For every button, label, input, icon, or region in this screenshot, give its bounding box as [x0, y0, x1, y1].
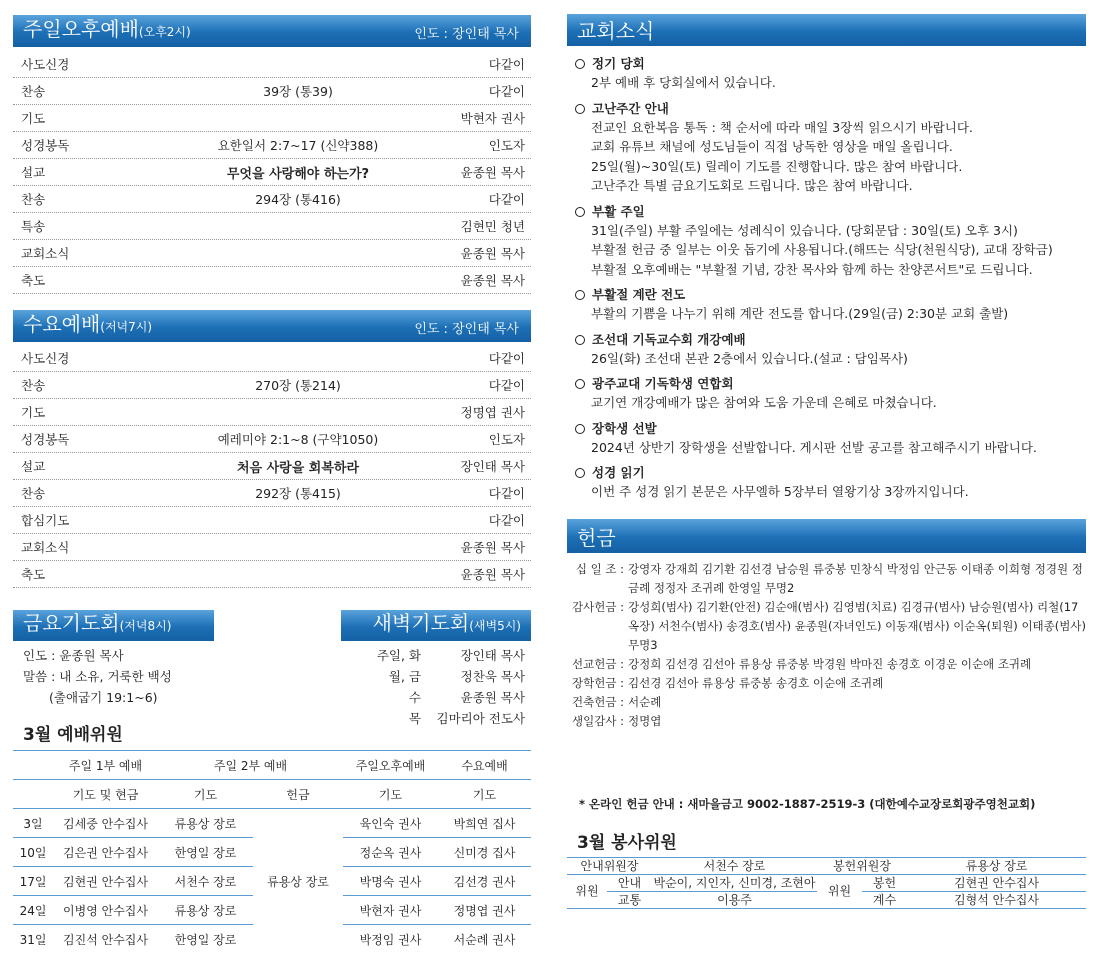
table-cell: 24일: [19, 903, 47, 918]
header-blank: [13, 780, 53, 809]
committee-label: 위원: [575, 884, 599, 898]
order-item: 특송: [21, 219, 46, 234]
offering-row: [567, 674, 1086, 693]
dawn-days: 주일, 화: [376, 648, 421, 663]
order-row: [13, 132, 531, 159]
section-title: 주일오후예배: [23, 17, 139, 41]
news-heading-text: 고난주간 안내: [592, 100, 669, 116]
table-cell: 10일: [19, 845, 47, 860]
order-content: 예레미야 2:1~8 (구약1050): [217, 432, 379, 447]
header-cell: 수요예배: [461, 758, 508, 773]
dawn-row: [369, 645, 525, 666]
news-heading-text: 정기 당회: [592, 56, 645, 71]
subheader-cell: 기도 및 현금: [72, 787, 139, 802]
order-item: 교회소식: [21, 540, 70, 555]
order-content: 270장 (통214): [255, 378, 341, 393]
news-heading: [567, 54, 1086, 73]
service-names: 박순이, 지인자, 신미경, 조현아: [653, 875, 816, 890]
news-item: [567, 285, 1086, 324]
order-content: 요한일서 2:7~17 (신약388): [217, 138, 379, 153]
friday-info: [23, 645, 172, 708]
news-line: 이번 주 성경 읽기 본문은 사무엘하 5장부터 열왕기상 3장까지입니다.: [591, 484, 969, 499]
news-line: 교회 유튜브 채널에 성도님들이 직접 낭독한 영상을 매일 올립니다.: [591, 139, 953, 154]
table-header-row: [13, 751, 531, 780]
table-cell: 서천수 장로: [174, 874, 237, 889]
news-header: [567, 14, 1086, 46]
news-line: 교기연 개강예배가 많은 참여와 도움 가운데 은혜로 마쳤습니다.: [591, 395, 937, 410]
service-staff-table: [567, 857, 1086, 909]
news-item: [567, 419, 1086, 458]
order-item: 사도신경: [21, 351, 70, 366]
prayer-meetings: [13, 596, 531, 726]
table-cell: 신미경 집사: [453, 845, 516, 860]
order-item: 교회소식: [21, 246, 70, 261]
dawn-days: 수: [408, 690, 421, 705]
wednesday-order: [13, 345, 531, 588]
section-time: (새벽5시): [469, 619, 521, 633]
subheader-cell: 기도: [472, 787, 497, 802]
offering-names: 정명엽: [628, 713, 662, 728]
order-item: 기도: [21, 111, 46, 126]
table-cell: 한영일 장로: [174, 845, 237, 860]
table-cell: 박현자 권사: [359, 903, 422, 918]
order-row: [13, 426, 531, 453]
offering-row: [567, 693, 1086, 712]
offering-type: 건축헌금 :: [572, 694, 624, 709]
leader: 인도 : 장인태 목사: [414, 27, 519, 42]
wednesday-header: [13, 310, 531, 342]
order-person: 다같이: [488, 351, 525, 366]
news-heading: [567, 202, 1086, 221]
table-cell: 31일: [19, 932, 47, 947]
order-row: [13, 453, 531, 480]
circle-bullet-icon: [575, 335, 585, 345]
table-row: [13, 809, 531, 838]
order-person: 다같이: [488, 192, 525, 207]
table-cell: 이병영 안수집사: [63, 903, 148, 918]
order-row: [13, 186, 531, 213]
order-person: 박현자 권사: [460, 111, 525, 126]
table-cell: 박명숙 권사: [359, 874, 422, 889]
dawn-leader: 김마리아 전도사: [436, 711, 525, 726]
table-cell: 육인숙 권사: [359, 816, 422, 831]
subheader-cell: 헌금: [286, 787, 310, 802]
news-heading-text: 성경 읽기: [592, 465, 645, 480]
worship-staff-title: 3월 예배위원: [23, 725, 123, 745]
news-heading-text: 부활 주일: [592, 203, 645, 219]
order-person: 인도자: [488, 432, 525, 447]
news-heading: [567, 419, 1086, 438]
news-item: [567, 202, 1086, 280]
order-row: [13, 534, 531, 561]
order-person: 인도자: [488, 138, 525, 153]
order-item: 찬송: [21, 192, 46, 207]
offering-row: [567, 655, 1086, 674]
order-content: 처음 사랑을 회복하라: [236, 460, 360, 476]
offering-row: [567, 598, 1086, 655]
order-item: 합심기도: [21, 513, 70, 528]
news-heading-text: 조선대 기독교수회 개강예배: [592, 331, 746, 347]
service-role: 계수: [872, 892, 897, 907]
section-title: 수요예배: [23, 312, 101, 336]
order-row: [13, 480, 531, 507]
service-role: 교통: [617, 892, 642, 907]
order-content: 294장 (통416): [255, 192, 341, 207]
table-cell: 3일: [23, 816, 43, 831]
offering-names: 서순례: [628, 694, 662, 709]
order-row: [13, 105, 531, 132]
order-person: 다같이: [488, 84, 525, 99]
table-cell: 박정임 권사: [359, 932, 422, 947]
table-cell: 김진석 안수집사: [63, 932, 148, 947]
section-time: (저녁7시): [100, 320, 153, 334]
news-list: [567, 54, 1086, 502]
service-staff-title: 3월 봉사위원: [577, 832, 677, 853]
news-line: 26일(화) 조선대 본관 2층에서 있습니다.(설교 : 담임목사): [591, 350, 908, 366]
service-role: 안내: [617, 875, 642, 890]
header-cell: 주일 1부 예배: [68, 758, 143, 773]
right-column: [567, 0, 1086, 909]
service-names: 김현권 안수집사: [954, 875, 1039, 890]
order-row: [13, 159, 531, 186]
news-heading: [567, 285, 1086, 304]
header-cell: 주일 2부 예배: [213, 758, 288, 773]
sunday-pm-order: [13, 51, 531, 294]
news-line: 31일(주일) 부활 주일에는 성례식이 있습니다. (당회문답 : 30일(토) 오후 3시): [591, 222, 1018, 238]
order-item: 찬송: [21, 84, 46, 99]
circle-bullet-icon: [575, 104, 585, 114]
section-title: 새벽기도회: [372, 611, 470, 635]
offering-type: 생일감사 :: [572, 713, 624, 728]
order-content: 292장 (통415): [255, 486, 341, 501]
leader: 인도 : 장인태 목사: [414, 322, 519, 337]
dawn-days: 월, 금: [388, 669, 421, 684]
order-person: 정명엽 권사: [460, 405, 525, 420]
news-line: 전교인 요한복음 통독 : 책 순서에 따라 매일 3장씩 읽으시기 바랍니다.: [591, 119, 973, 135]
subheader-cell: 기도: [378, 787, 403, 802]
offering-names: 김선경 김선아 류용상 류중봉 송경호 이순애 조귀례: [628, 675, 884, 690]
dawn-days: 목: [408, 711, 421, 726]
offering-type: 장학헌금 :: [572, 675, 624, 690]
table-cell: 류용상 장로: [174, 903, 237, 918]
circle-bullet-icon: [575, 207, 585, 217]
dawn-leader: 장인태 목사: [460, 648, 525, 663]
news-item: [567, 463, 1086, 502]
order-person: 윤종원 목사: [460, 540, 525, 555]
section-title: 금요기도회: [23, 611, 120, 635]
dawn-row: [369, 708, 525, 729]
table-cell: 김은권 안수집사: [63, 845, 148, 860]
order-item: 설교: [21, 459, 46, 474]
news-line: 2부 예배 후 당회실에서 있습니다.: [591, 75, 776, 90]
header-cell: 주일오후예배: [355, 758, 426, 773]
section-title: 헌금: [577, 525, 616, 550]
order-row: [13, 267, 531, 294]
news-heading-text: 광주교대 기독학생 연합회: [592, 376, 734, 391]
service-names: 이용주: [717, 892, 752, 907]
news-item: [567, 330, 1086, 369]
table-cell: 정명엽 권사: [453, 903, 516, 918]
service-head-cell: 안내위원장: [580, 858, 639, 873]
dawn-row: [369, 687, 525, 708]
sunday-pm-header: [13, 15, 531, 47]
order-person: 다같이: [488, 486, 525, 501]
order-person: 다같이: [488, 513, 525, 528]
offering-type: 감사헌금 :: [572, 599, 624, 614]
news-line: 25일(월)~30일(토) 릴레이 기도를 진행합니다. 많은 참여 바랍니다.: [591, 158, 963, 174]
table-subheader-row: [13, 780, 531, 809]
news-line: 고난주간 특별 금요기도회로 드립니다. 많은 참여 바랍니다.: [591, 178, 913, 193]
order-row: [13, 399, 531, 426]
news-heading: [567, 330, 1086, 349]
circle-bullet-icon: [575, 290, 585, 300]
friday-word: 말씀 : 내 소유, 거룩한 백성: [23, 669, 172, 684]
left-column: [13, 0, 531, 954]
order-row: [13, 345, 531, 372]
offering-type: 선교헌금 :: [572, 656, 624, 671]
service-names: 김형석 안수집사: [954, 892, 1039, 907]
offering-staff-cell: 류용상 장로: [267, 874, 329, 889]
table-cell: 류용상 장로: [174, 816, 237, 831]
order-person: 윤종원 목사: [460, 165, 525, 180]
offering-row: [567, 712, 1086, 731]
order-row: [13, 51, 531, 78]
news-item: [567, 99, 1086, 196]
offering-header: [567, 519, 1086, 553]
circle-bullet-icon: [575, 379, 585, 389]
order-person: 다같이: [488, 378, 525, 393]
subheader-cell: 기도: [193, 787, 218, 802]
header-blank: [13, 751, 53, 780]
offering-names: 강성희(범사) 김기환(안전) 김순애(범사) 김영범(치료) 김경규(범사) 남승원(범사) 리철(17옥장) 서천수(범사) 송경호(범사) 윤종원(자녀인도) 이동재(범사) 이순옥(퇴원) 이태종(범사) 무명3: [628, 599, 1086, 652]
friday-leader: 인도 : 윤종원 목사: [23, 648, 124, 663]
worship-staff-table: [13, 750, 531, 954]
order-item: 사도신경: [21, 57, 70, 72]
section-time: (오후2시): [138, 25, 191, 39]
order-row: [13, 78, 531, 105]
order-row: [13, 561, 531, 588]
dawn-leader: 윤종원 목사: [460, 690, 525, 705]
table-cell: 김세중 안수집사: [63, 816, 148, 831]
online-offering: * 온라인 헌금 안내 : 새마을금고 9002-1887-2519-3 (대한예수교장로회광주영천교회): [579, 796, 1036, 811]
news-line: 부활절 헌금 중 일부는 이웃 돕기에 사용됩니다.(해뜨는 식당(천원식당), 교대 장학금): [591, 242, 1053, 257]
offering-row: [567, 560, 1086, 598]
news-line: 부활절 오후예배는 "부활절 기념, 강찬 목사와 함께 하는 찬양콘서트"로 드립니다.: [591, 261, 1033, 277]
offering-names: 강영자 강재희 김기환 김선경 남승원 류중봉 민창식 박정임 안근동 이태종 이희형 정경원 정금례 정정자 조귀례 한영일 무명2: [628, 561, 1083, 595]
news-line: 2024년 상반기 장학생을 선발합니다. 게시판 선발 공고를 참고해주시기 바랍니다.: [591, 439, 1037, 455]
order-person: 윤종원 목사: [460, 567, 525, 582]
offering-type: 십 일 조 :: [575, 561, 624, 576]
order-row: [13, 213, 531, 240]
section-time: (저녁8시): [119, 619, 172, 633]
order-person: 다같이: [488, 57, 525, 72]
order-item: 찬송: [21, 378, 46, 393]
table-cell: 한영일 장로: [174, 932, 237, 947]
friday-header: [13, 610, 214, 641]
circle-bullet-icon: [575, 424, 585, 434]
offering-list: [567, 560, 1086, 731]
order-item: 설교: [21, 165, 46, 180]
service-role: 봉헌: [872, 875, 897, 890]
order-person: 윤종원 목사: [460, 273, 525, 288]
order-row: [13, 240, 531, 267]
order-person: 장인태 목사: [460, 459, 525, 474]
news-item: [567, 54, 1086, 93]
section-title: 교회소식: [577, 19, 655, 43]
order-content: 무엇을 사랑해야 하는가?: [226, 166, 370, 182]
offering-names: 강정희 김선경 김선아 류용상 류중봉 박경원 박마진 송경호 이경운 이순애 조귀례: [628, 656, 1032, 671]
order-row: [13, 507, 531, 534]
order-item: 성경봉독: [21, 138, 70, 153]
friday-ref: (출애굽기 19:1~6): [49, 690, 158, 705]
table-cell: 정순옥 권사: [359, 845, 422, 860]
dawn-row: [369, 666, 525, 687]
dawn-schedule: [369, 645, 525, 729]
order-item: 축도: [21, 273, 46, 288]
table-cell: 서순례 권사: [453, 932, 516, 947]
circle-bullet-icon: [575, 468, 585, 478]
order-item: 기도: [21, 405, 46, 420]
order-person: 윤종원 목사: [460, 246, 525, 261]
order-person: 김현민 청년: [460, 219, 525, 234]
news-heading: [567, 463, 1086, 482]
dawn-header: [341, 610, 531, 641]
table-cell: 17일: [19, 874, 47, 889]
news-line: 부활의 기쁨을 나누기 위해 계란 전도를 합니다.(29일(금) 2:30분 교회 출발): [591, 306, 1009, 321]
news-heading: [567, 99, 1086, 118]
service-row: [567, 874, 1086, 891]
dawn-leader: 정찬욱 목사: [460, 669, 525, 684]
table-cell: 김선경 권사: [453, 874, 516, 889]
order-content: 39장 (통39): [263, 84, 333, 99]
service-head-cell: 봉헌위원장: [833, 858, 891, 873]
service-head-cell: 류용상 장로: [965, 858, 1028, 873]
circle-bullet-icon: [575, 59, 585, 69]
service-head-cell: 서천수 장로: [703, 858, 766, 873]
order-row: [13, 372, 531, 399]
table-cell: 박희연 집사: [453, 816, 516, 831]
news-heading-text: 부활절 계란 전도: [592, 287, 686, 302]
order-item: 성경봉독: [21, 432, 70, 447]
order-item: 찬송: [21, 486, 46, 501]
news-heading: [567, 374, 1086, 393]
order-item: 축도: [21, 567, 46, 582]
committee-label: 위원: [827, 884, 852, 898]
news-heading-text: 장학생 선발: [592, 420, 657, 436]
table-cell: 김현권 안수집사: [63, 874, 148, 889]
service-head-row: [567, 857, 1086, 874]
news-item: [567, 374, 1086, 413]
